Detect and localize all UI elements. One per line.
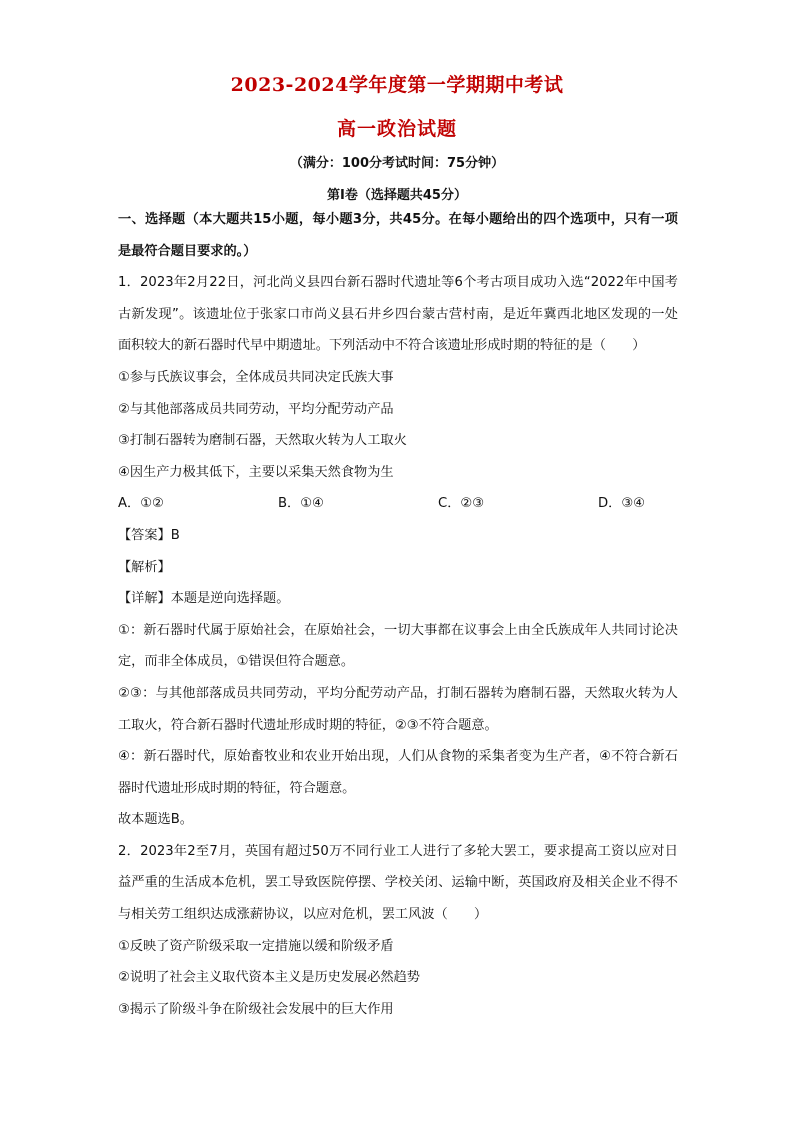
question-1-stem: 1．2023年2月22日，河北尚义县四台新石器时代遗址等6个考古项目成功入选“2022年中国考古新发现”。该遗址位于张家口市尚义县石井乡四台蒙古营村南，是近年冀西北地区发现的一处面积较大的新石器时代早中期遗址。下列活动中不符合该遗址形成时期的特征的是（ ） [118, 275, 678, 354]
question-1-explanation-2: ②③：与其他部落成员共同劳动，平均分配劳动产品，打制石器转为磨制石器，天然取火转为人工取火，符合新石器时代遗址形成时期的特征，②③不符合题意。 [118, 685, 678, 733]
question-1-detail: 【详解】本题是逆向选择题。 [118, 591, 290, 607]
section-heading: 一、选择题（本大题共15小题，每小题3分，共45分。在每小题给出的四个选项中，只有一项是最符合题目要求的。） [118, 212, 678, 259]
question-1-explanation-1: ①：新石器时代属于原始社会，在原始社会，一切大事都在议事会上由全氏族成年人共同讨论决定，而非全体成员，①错误但符合题意。 [118, 622, 678, 670]
question-1-item-2: ②与其他部落成员共同劳动，平均分配劳动产品 [118, 401, 394, 417]
question-2-item-1: ①反映了资产阶级采取一定措施以缓和阶级矛盾 [118, 938, 394, 954]
question-1-explanation-3: ④：新石器时代，原始畜牧业和农业开始出现，人们从食物的采集者变为生产者，④不符合新石器时代遗址形成时期的特征，符合题意。 [118, 749, 678, 796]
question-1-item-1: ①参与氏族议事会，全体成员共同决定氏族大事 [118, 369, 394, 385]
exam-info: （满分：100分考试时间：75分钟） [289, 156, 505, 171]
question-2-item-2: ②说明了社会主义取代资本主义是历史发展必然趋势 [118, 970, 420, 986]
question-2-stem: 2．2023年2至7月，英国有超过50万不同行业工人进行了多轮大罢工，要求提高工资以应对日益严重的生活成本危机，罢工导致医院停摆、学校关闭、运输中断，英国政府及相关企业不得不与相关劳工组织达成涨薪协议，以应对危机，罢工风波（ ） [118, 843, 678, 923]
question-1-option-a: A．①② [118, 496, 164, 512]
question-1-item-3: ③打制石器转为磨制石器，天然取火转为人工取火 [118, 433, 407, 449]
question-1-item-4: ④因生产力极其低下，主要以采集天然食物为生 [118, 464, 394, 480]
exam-title: 2023-2024学年度第一学期期中考试 [230, 74, 564, 96]
question-1-analysis-label: 【解析】 [118, 559, 171, 575]
volume-title: 第Ⅰ卷（选择题共45分） [327, 188, 467, 203]
exam-content [118, 204, 678, 1025]
question-1-answer: 【答案】B [118, 527, 180, 543]
question-1-conclusion: 故本题选B。 [118, 812, 193, 828]
question-1-options [118, 488, 678, 520]
question-1-option-d: D．③④ [598, 496, 645, 512]
question-2-item-3: ③揭示了阶级斗争在阶级社会发展中的巨大作用 [118, 1001, 394, 1017]
question-1-option-c: C．②③ [438, 496, 485, 512]
question-1-option-b: B．①④ [278, 496, 324, 512]
exam-subtitle: 高一政治试题 [336, 118, 457, 140]
